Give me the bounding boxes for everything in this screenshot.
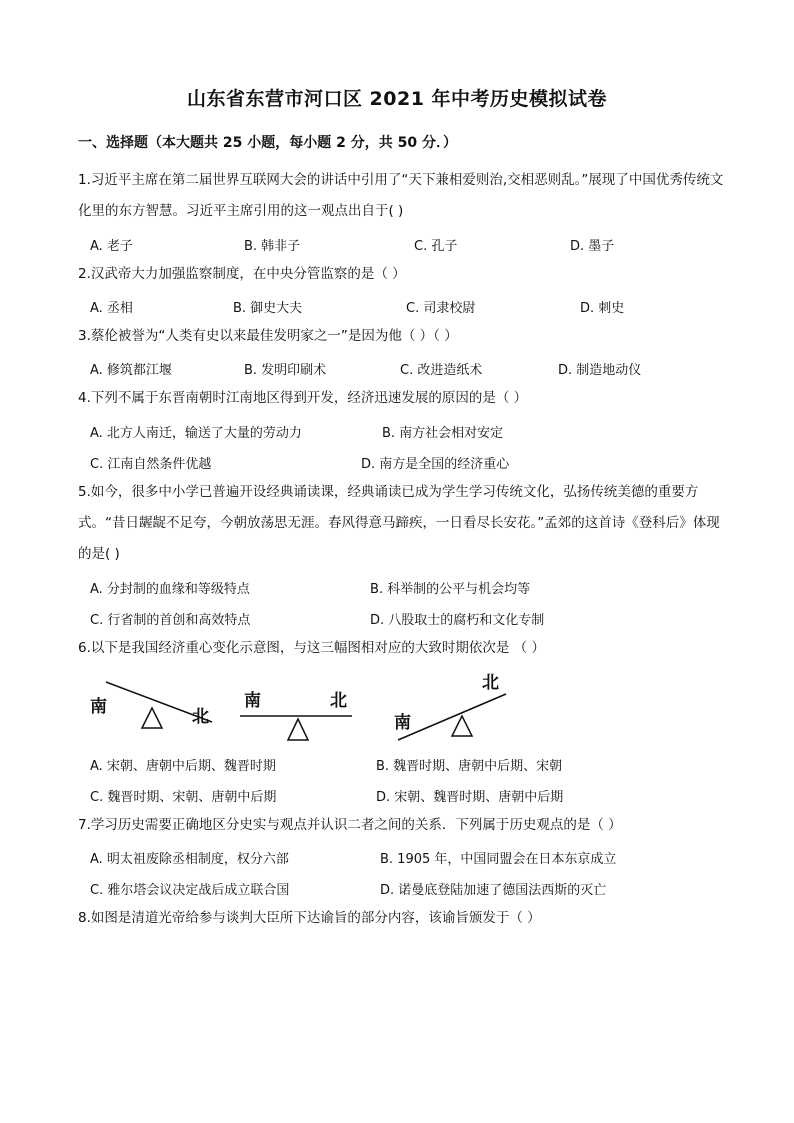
question-6-option-d[interactable]: D. 宋朝、魏晋时期、唐朝中后期 — [376, 790, 564, 805]
question-5-option-b[interactable]: B. 科举制的公平与机会均等 — [370, 582, 531, 597]
question-1-option-c[interactable]: C. 孔子 — [414, 239, 458, 254]
question-1-option-b[interactable]: B. 韩非子 — [244, 239, 301, 254]
question-7-option-a[interactable]: A. 明太祖废除丞相制度，权分六部 — [90, 852, 289, 867]
question-2-stem: 2.汉武帝大力加强监察制度，在中央分管监察的是（ ） — [78, 266, 406, 282]
page-title: 山东省东营市河口区 2021 年中考历史模拟试卷 — [186, 88, 608, 110]
question-6-option-b[interactable]: B. 魏晋时期、唐朝中后期、宋朝 — [376, 759, 563, 774]
seesaw-figure-2 — [240, 690, 352, 740]
question-4-option-b[interactable]: B. 南方社会相对安定 — [382, 426, 504, 441]
question-2-option-b[interactable]: B. 御史大夫 — [233, 301, 303, 316]
section-heading: 一、选择题（本大题共 25 小题，每小题 2 分，共 50 分．） — [78, 135, 457, 151]
question-2-option-c[interactable]: C. 司隶校尉 — [406, 301, 476, 316]
question-4-stem: 4.下列不属于东晋南朝时江南地区得到开发，经济迅速发展的原因的是（ ） — [78, 390, 528, 406]
diagram-2-north-label: 北 — [330, 691, 347, 711]
diagram-2-south-label: 南 — [244, 691, 261, 711]
question-5-option-c[interactable]: C. 行省制的首创和高效特点 — [90, 613, 251, 628]
question-1-option-d[interactable]: D. 墨子 — [570, 239, 615, 254]
question-5-option-d[interactable]: D. 八股取士的腐朽和文化专制 — [370, 613, 545, 628]
question-5-option-a[interactable]: A. 分封制的血缘和等级特点 — [90, 582, 250, 597]
economic-center-diagram — [86, 666, 546, 750]
question-4-option-a[interactable]: A. 北方人南迁，输送了大量的劳动力 — [90, 426, 302, 441]
diagram-3-south-label: 南 — [394, 713, 411, 733]
question-6-option-a[interactable]: A. 宋朝、唐朝中后期、魏晋时期 — [90, 759, 276, 774]
question-7-stem: 7.学习历史需要正确地区分史实与观点并认识二者之间的关系．下列属于历史观点的是（ ） — [78, 817, 622, 833]
seesaw-figure-3 — [394, 673, 506, 740]
question-4-option-c[interactable]: C. 江南自然条件优越 — [90, 457, 212, 472]
question-3-stem: 3.蔡伦被誉为“人类有史以来最佳发明家之一”是因为他（ ）（ ） — [78, 328, 458, 344]
question-6-option-c[interactable]: C. 魏晋时期、宋朝、唐朝中后期 — [90, 790, 277, 805]
question-5-stem: 5.如今，很多中小学已普遍开设经典诵读课，经典诵读已成为学生学习传统文化，弘扬传统美德的重要方式。“昔日龌龊不足夸，今朝放荡思无涯。春风得意马蹄疾，一日看尽长安花。”孟郊的这首诗《登科后》体现的是( ) — [78, 484, 720, 562]
question-3-option-b[interactable]: B. 发明印刷术 — [244, 363, 327, 378]
question-7-option-d[interactable]: D. 诺曼底登陆加速了德国法西斯的灭亡 — [380, 883, 607, 898]
question-3-option-a[interactable]: A. 修筑都江堰 — [90, 363, 172, 378]
question-7-option-b[interactable]: B. 1905 年，中国同盟会在日本东京成立 — [380, 852, 617, 867]
question-8-stem: 8.如图是清道光帝给参与谈判大臣所下达谕旨的部分内容，该谕旨颁发于（ ） — [78, 910, 541, 926]
question-6-stem: 6.以下是我国经济重心变化示意图，与这三幅图相对应的大致时期依次是 （ ） — [78, 640, 545, 656]
question-2-option-d[interactable]: D. 刺史 — [580, 301, 625, 316]
question-4-option-d[interactable]: D. 南方是全国的经济重心 — [361, 457, 510, 472]
diagram-3-north-label: 北 — [482, 673, 499, 693]
question-2-option-a[interactable]: A. 丞相 — [90, 301, 133, 316]
question-1-option-a[interactable]: A. 老子 — [90, 239, 133, 254]
diagram-1-north-label: 北 — [192, 707, 209, 727]
question-1-stem: 1.习近平主席在第二届世界互联网大会的讲话中引用了“天下兼相爱则治,交相恶则乱。”展现了中国优秀传统文化里的东方智慧。习近平主席引用的这一观点出自于( ) — [78, 172, 724, 219]
seesaw-figure-1 — [90, 682, 212, 728]
diagram-1-south-label: 南 — [90, 697, 107, 717]
question-3-option-d[interactable]: D. 制造地动仪 — [558, 363, 642, 378]
question-3-option-c[interactable]: C. 改进造纸术 — [400, 363, 483, 378]
question-7-option-c[interactable]: C. 雅尔塔会议决定战后成立联合国 — [90, 883, 290, 898]
